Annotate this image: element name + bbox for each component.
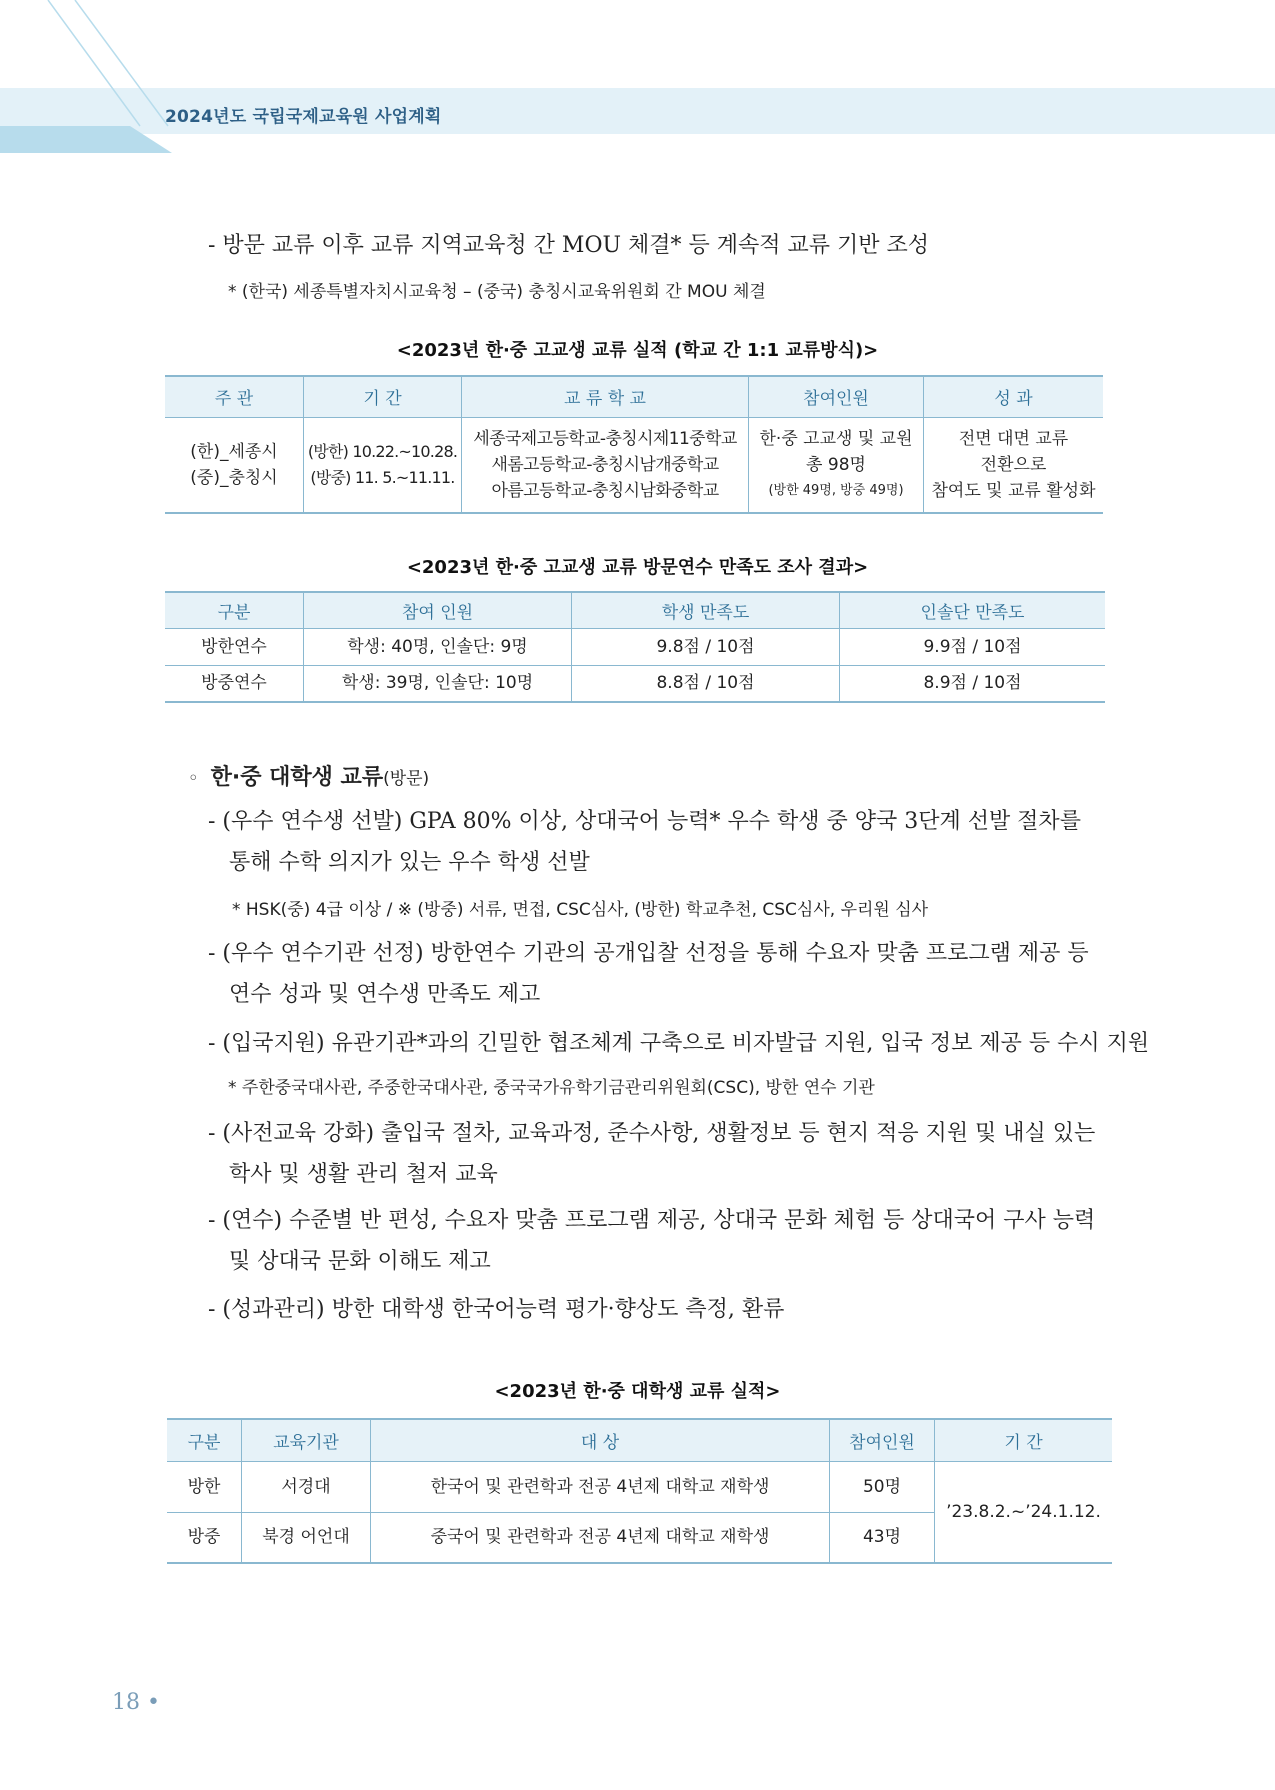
table3-header-target: 대 상: [371, 1419, 830, 1461]
table3-header-institution: 교육기관: [242, 1419, 371, 1461]
table1-cell-schools: [462, 417, 749, 513]
table2-header-student-satisfaction: 학생 만족도: [572, 592, 840, 628]
body-dash-6: - (성과관리) 방한 대학생 한국어능력 평가·향상도 측정, 환류: [208, 1297, 785, 1322]
body-note-3: * 주한중국대사관, 주중한국대사관, 중국국가유학기금관리위원회(CSC), 방한 연수 기관: [228, 1078, 875, 1098]
section-title: 한·중 대학생 교류: [210, 765, 384, 790]
body-dash-1a: - (우수 연수생 선발) GPA 80% 이상, 상대국어 능력* 우수 학생 중 양국 3단계 선발 절차를: [208, 809, 1081, 834]
table1-participants-line: 총 98명: [806, 454, 866, 475]
table2-cell: 학생: 40명, 인솔단: 9명: [304, 628, 572, 665]
body-dash-2a: - (우수 연수기관 선정) 방한연수 기관의 공개입찰 선정을 통해 수요자 맞춤 프로그램 제공 등: [208, 941, 1089, 966]
header-decoration: [0, 0, 1275, 160]
table-row: [167, 1461, 1112, 1512]
table1-participants-line: 한·중 고교생 및 교원: [759, 428, 913, 449]
section-heading: [188, 760, 429, 791]
table1-period-line: (방한) 10.22.~10.28.: [307, 441, 458, 461]
table3-cell: 방한: [167, 1461, 242, 1512]
section-title-sub: (방문): [383, 769, 430, 789]
table2-cell: 9.9점 / 10점: [840, 628, 1106, 665]
table3-caption: <2023년 한·중 대학생 교류 실적>: [494, 1381, 781, 1402]
body-dash-5a: - (연수) 수준별 반 편성, 수요자 맞춤 프로그램 제공, 상대국 문화 체험 등 상대국어 구사 능력: [208, 1208, 1096, 1233]
table1-school-line: 새롬고등학교-충칭시남개중학교: [491, 454, 719, 475]
body-note-1: * HSK(중) 4급 이상 / ※ (방중) 서류, 면접, CSC심사, (방한) 학교추천, CSC심사, 우리원 심사: [232, 900, 929, 920]
table3-cell: 50명: [830, 1461, 935, 1512]
table1-cell-host: [165, 417, 304, 513]
table1-header-period: 기 간: [304, 376, 462, 417]
table2-header-leader-satisfaction: 인솔단 만족도: [840, 592, 1106, 628]
body-dash-1b: 통해 수학 의지가 있는 우수 학생 선발: [229, 850, 590, 875]
body-dash-2b: 연수 성과 및 연수생 만족도 제고: [229, 982, 541, 1007]
body-dash-5b: 및 상대국 문화 이해도 제고: [229, 1249, 491, 1274]
table1-host-line: (중)_충칭시: [190, 467, 278, 488]
table2-caption: <2023년 한·중 고교생 교류 방문연수 만족도 조사 결과>: [406, 557, 869, 578]
table2-cell: 방한연수: [165, 628, 304, 665]
table1: [165, 375, 1103, 514]
table3-cell-period: ’23.8.2.~’24.1.12.: [935, 1461, 1113, 1563]
table1-header-host: 주 관: [165, 376, 304, 417]
table3-header-period: 기 간: [935, 1419, 1113, 1461]
table1-results-line: 전면 대면 교류: [958, 428, 1069, 449]
table3-cell: 서경대: [242, 1461, 371, 1512]
page-number: 18 •: [112, 1690, 160, 1715]
table1-cell-results: [924, 417, 1104, 513]
table-row: [165, 665, 1105, 702]
table3: [167, 1418, 1112, 1564]
body-dash-4b: 학사 및 생활 관리 철저 교육: [229, 1162, 498, 1187]
table1-header-results: 성 과: [924, 376, 1104, 417]
table2: [165, 591, 1105, 703]
table2-cell: 8.9점 / 10점: [840, 665, 1106, 702]
body-dash-3: - (입국지원) 유관기관*과의 긴밀한 협조체계 구축으로 비자발급 지원, 입국 정보 제공 등 수시 지원: [208, 1031, 1150, 1056]
table2-cell: 9.8점 / 10점: [572, 628, 840, 665]
table2-cell: 학생: 39명, 인솔단: 10명: [304, 665, 572, 702]
section-bullet: ◦: [188, 768, 199, 789]
table3-cell: 북경 어언대: [242, 1512, 371, 1563]
table1-cell-period: [304, 417, 462, 513]
table1-participants-line: (방한 49명, 방중 49명): [768, 482, 904, 498]
table3-cell: 43명: [830, 1512, 935, 1563]
table2-cell: 8.8점 / 10점: [572, 665, 840, 702]
table1-school-line: 아름고등학교-충칭시남화중학교: [491, 480, 719, 501]
table3-cell: 중국어 및 관련학과 전공 4년제 대학교 재학생: [371, 1512, 830, 1563]
table1-host-line: (한)_세종시: [190, 441, 278, 462]
table3-header-participants: 참여인원: [830, 1419, 935, 1461]
table3-cell: 한국어 및 관련학과 전공 4년제 대학교 재학생: [371, 1461, 830, 1512]
table3-cell: 방중: [167, 1512, 242, 1563]
table1-school-line: 세종국제고등학교-충칭시제11중학교: [473, 428, 737, 449]
table1-results-line: 전환으로: [980, 454, 1047, 475]
body-dash-4a: - (사전교육 강화) 출입국 절차, 교육과정, 준수사항, 생활정보 등 현지 적응 지원 및 내실 있는: [208, 1121, 1096, 1146]
header-title: 2024년도 국립국제교육원 사업계획: [165, 107, 442, 127]
table3-header-category: 구분: [167, 1419, 242, 1461]
table2-cell: 방중연수: [165, 665, 304, 702]
table1-results-line: 참여도 및 교류 활성화: [931, 480, 1096, 501]
intro-dash-1: - 방문 교류 이후 교류 지역교육청 간 MOU 체결* 등 계속적 교류 기반 조성: [208, 233, 930, 258]
table2-header-category: 구분: [165, 592, 304, 628]
table1-caption: <2023년 한·중 고교생 교류 실적 (학교 간 1:1 교류방식)>: [396, 340, 879, 361]
table1-header-participants: 참여인원: [749, 376, 924, 417]
table-row: [165, 628, 1105, 665]
table2-header-participants: 참여 인원: [304, 592, 572, 628]
intro-note-1: * (한국) 세종특별자치시교육청 – (중국) 충칭시교육위원회 간 MOU 체결: [228, 282, 766, 302]
table1-period-line: (방중) 11. 5.~11.11.: [310, 467, 455, 487]
table1-cell-participants: [749, 417, 924, 513]
table1-header-schools: 교 류 학 교: [462, 376, 749, 417]
